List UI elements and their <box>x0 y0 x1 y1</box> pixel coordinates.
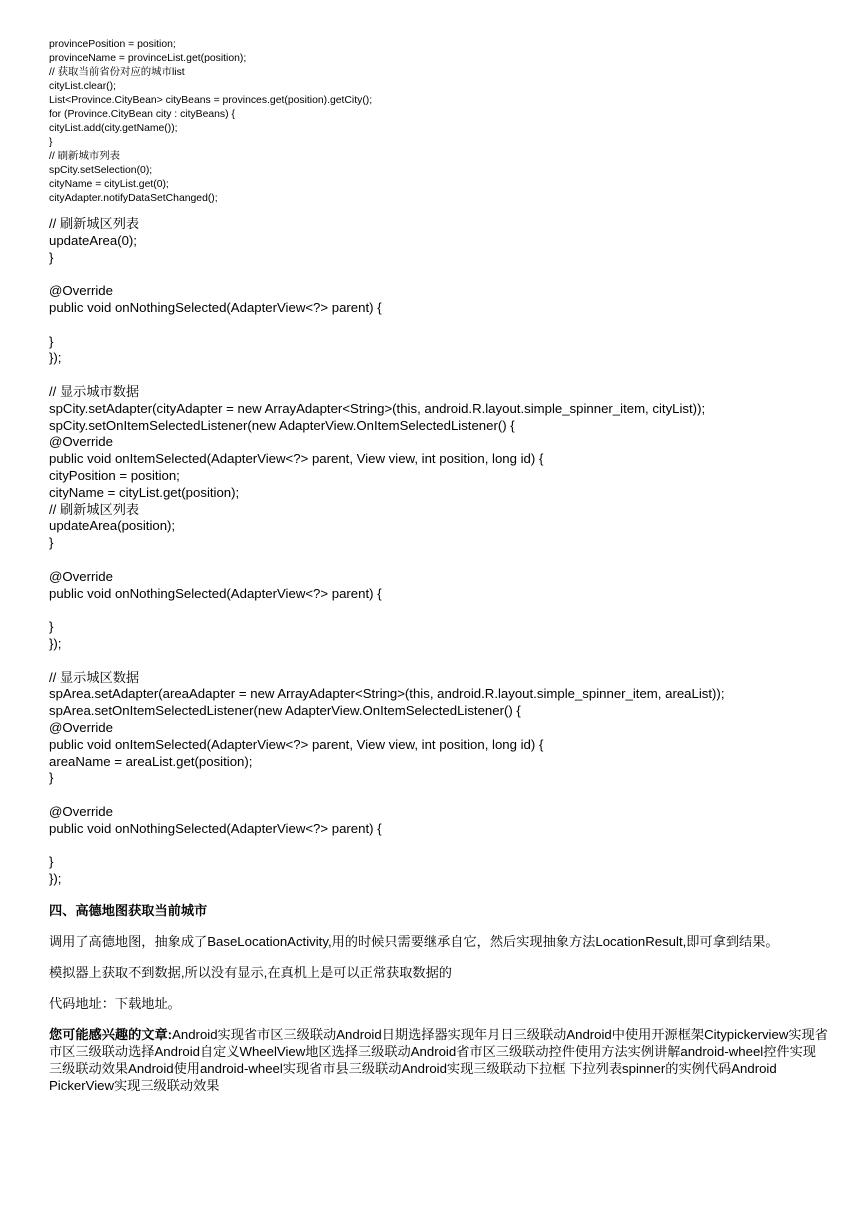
code-line: cityName = cityList.get(0); <box>49 179 169 190</box>
code-block <box>49 670 829 788</box>
code-line: spCity.setAdapter(cityAdapter = new ArrayAdapter<String>(this, android.R.layout.simple_spinner_item, cityList)); <box>49 400 706 416</box>
code-line: // 刷新城区列表 <box>49 501 140 517</box>
code-line: cityAdapter.notifyDataSetChanged(); <box>49 193 218 204</box>
code-line: spCity.setOnItemSelectedListener(new AdapterView.OnItemSelectedListener() { <box>49 417 515 433</box>
code-block <box>49 334 829 368</box>
code-line: @Override <box>49 283 113 299</box>
related-articles-links[interactable]: Android实现省市区三级联动Android日期选择器实现年月日三级联动Android中使用开源框架Citypickerview实现省市区三级联动选择Android自定义WheelView地区选择三级联动Android省市区三级联动控件使用方法实例讲解android-wheel控件实现三级联动效果Android使用android-wheel实现省市县三级联动Android实现三级联动下拉框 下拉列表spinner的实例代码Android PickerView实现三级联动效果 <box>49 1026 828 1093</box>
code-line: public void onItemSelected(AdapterView<?> parent, View view, int position, long id) { <box>49 451 544 467</box>
code-line: } <box>49 535 54 551</box>
code-line: public void onItemSelected(AdapterView<?> parent, View view, int position, long id) { <box>49 736 544 752</box>
code-line: @Override <box>49 719 113 735</box>
code-line: }); <box>49 635 62 651</box>
code-line: updateArea(0); <box>49 232 137 248</box>
code-line: // 显示城市数据 <box>49 383 140 399</box>
code-line: List<Province.CityBean> cityBeans = provinces.get(position).getCity(); <box>49 95 373 106</box>
section-heading: 四、高德地图获取当前城市 <box>49 902 208 918</box>
code-line: // 刷新城区列表 <box>49 216 140 231</box>
code-block <box>49 569 829 603</box>
code-snippet-small <box>49 38 829 206</box>
code-line: } <box>49 249 54 265</box>
document-page <box>49 38 829 1094</box>
code-line: spArea.setOnItemSelectedListener(new AdapterView.OnItemSelectedListener() { <box>49 703 521 719</box>
code-line: for (Province.CityBean city : cityBeans) { <box>49 109 235 120</box>
code-line: areaName = areaList.get(position); <box>49 753 253 769</box>
code-block <box>49 804 829 838</box>
code-line: spCity.setSelection(0); <box>49 165 153 176</box>
code-line: // 获取当前省份对应的城市list <box>49 67 185 78</box>
code-line: cityList.add(city.getName()); <box>49 123 178 134</box>
code-line: @Override <box>49 803 113 819</box>
code-line: cityName = cityList.get(position); <box>49 484 240 500</box>
code-block <box>49 619 829 653</box>
related-articles-label: 您可能感兴趣的文章: <box>49 1026 173 1042</box>
code-listing <box>49 216 829 888</box>
code-line: }); <box>49 350 62 366</box>
code-line: provincePosition = position; <box>49 39 176 50</box>
code-line: spArea.setAdapter(areaAdapter = new ArrayAdapter<String>(this, android.R.layout.simple_spinner_item, areaList)); <box>49 686 725 702</box>
code-line: }); <box>49 871 62 887</box>
code-line: // 显示城区数据 <box>49 669 140 685</box>
code-line: cityPosition = position; <box>49 467 180 483</box>
code-line: public void onNothingSelected(AdapterView<?> parent) { <box>49 585 382 601</box>
related-articles <box>49 1026 829 1094</box>
code-line: } <box>49 333 54 349</box>
paragraph-emulator: 模拟器上获取不到数据,所以没有显示,在真机上是可以正常获取数据的 <box>49 964 452 980</box>
code-block <box>49 384 829 552</box>
paragraph-amap: 调用了高德地图，抽象成了BaseLocationActivity,用的时候只需要继承自它，然后实现抽象方法LocationResult,即可拿到结果。 <box>49 933 779 949</box>
code-line: public void onNothingSelected(AdapterView<?> parent) { <box>49 299 382 315</box>
code-block <box>49 854 829 888</box>
code-line: } <box>49 619 54 635</box>
paragraph-code-address: 代码地址：下载地址。 <box>49 995 181 1011</box>
code-line: } <box>49 137 53 148</box>
code-line: // 刷新城市列表 <box>49 151 121 162</box>
code-line: } <box>49 770 54 786</box>
code-line: provinceName = provinceList.get(position); <box>49 53 247 64</box>
code-line: @Override <box>49 568 113 584</box>
code-line: updateArea(position); <box>49 518 176 534</box>
code-line: @Override <box>49 434 113 450</box>
code-line: cityList.clear(); <box>49 81 116 92</box>
code-block <box>49 216 829 266</box>
code-line: public void onNothingSelected(AdapterView<?> parent) { <box>49 820 382 836</box>
code-line: } <box>49 854 54 870</box>
code-block <box>49 283 829 317</box>
